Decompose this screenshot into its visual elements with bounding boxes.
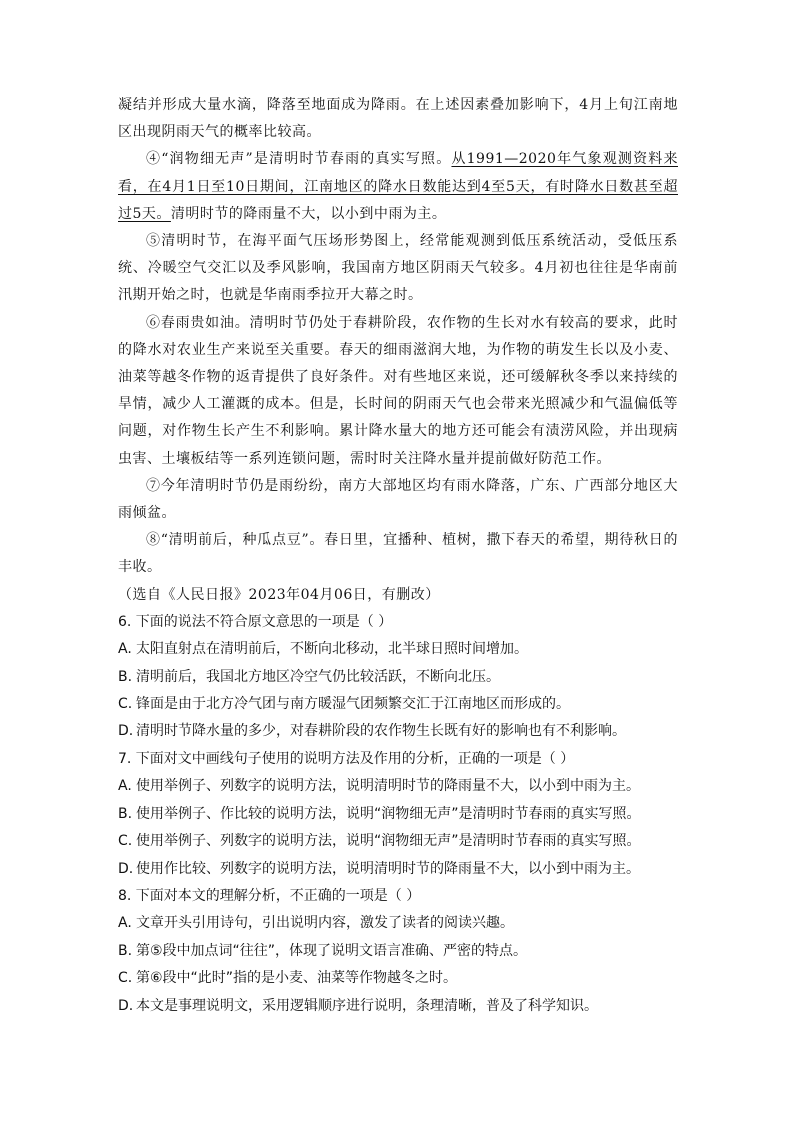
option-text: 本文是事理说明文，采用逻辑顺序进行说明，条理清晰，普及了科学知识。 [136,997,598,1014]
question-stem: 7. 下面对文中画线句子使用的说明方法及作用的分析，正确的一项是（ ） [118,750,575,767]
option-d[interactable] [118,718,678,745]
paragraph-5: ⑤清明时节，在海平面气压场形势图上，经常能观测到低压系统活动，受低压系统、冷暖空气交汇以及季风影响，我国南方地区阴雨天气较多。4月初也往往是华南前汛期开始之时，也就是华南雨季拉开大幕之时。 [118,233,678,304]
paragraph-4 [118,146,678,228]
option-letter: A. [118,778,132,795]
option-text: 使用举例子、列数字的说明方法，说明“润物细无声”是清明时节春雨的真实写照。 [136,833,641,850]
option-text: 锋面是由于北方冷气团与南方暖湿气团频繁交汇于江南地区而形成的。 [136,696,570,713]
option-letter: C. [118,696,133,713]
option-d[interactable] [118,856,678,883]
option-text: 使用举例子、列数字的说明方法，说明清明时节的降雨量不大，以小到中雨为主。 [136,778,640,795]
source-citation: （选自《人民日报》2023年04月06日，有删改） [118,586,440,603]
document-page [118,92,678,1020]
option-a[interactable] [118,636,678,663]
option-text: 第⑥段中“此时”指的是小麦、油菜等作物越冬之时。 [136,970,458,987]
option-letter: C. [118,970,133,987]
question-8 [118,883,678,1020]
option-c[interactable] [118,691,678,718]
paragraph-6: ⑥春雨贵如油。清明时节仍处于春耕阶段，农作物的生长对水有较高的要求，此时的降水对农业生产来说至关重要。春天的细雨滋润大地，为作物的萌发生长以及小麦、油菜等越冬作物的返青提供了良好条件。对有些地区来说，还可缓解秋冬季以来持续的旱情，减少人工灌溉的成本。但是，长时间的阴雨天气也会带来光照减少和气温偏低等问题，对作物生长产生不利影响。累计降水量大的地方还可能会有渍涝风险，并出现病虫害、土壤板结等一系列连锁问题，需时时关注降水量并提前做好防范工作。 [118,314,678,467]
option-letter: A. [118,641,132,658]
option-letter: D. [118,997,134,1014]
paragraph-4-lead: ④“润物细无声”是清明时节春雨的真实写照。 [146,151,452,168]
option-b[interactable] [118,938,678,965]
option-letter: B. [118,942,133,959]
question-6 [118,609,678,746]
option-b[interactable] [118,664,678,691]
option-b[interactable] [118,801,678,828]
option-text: 第⑤段中加点词“往往”，体现了说明文语言准确、严密的特点。 [136,942,528,959]
option-text: 太阳直射点在清明前后，不断向北移动，北半球日照时间增加。 [136,641,528,658]
option-letter: A. [118,915,132,932]
option-c[interactable] [118,965,678,992]
option-text: 清明时节降水量的多少，对春耕阶段的农作物生长既有好的影响也有不利影响。 [136,723,626,740]
paragraph-continued: 凝结并形成大量水滴，降落至地面成为降雨。在上述因素叠加影响下，4月上旬江南地区出现阴雨天气的概率比较高。 [118,97,678,141]
question-stem: 8. 下面对本文的理解分析，不正确的一项是（ ） [118,887,421,904]
option-letter: B. [118,805,133,822]
option-d[interactable] [118,993,678,1020]
question-stem: 6. 下面的说法不符合原文意思的一项是（ ） [118,613,393,630]
underlined-sentence: 从1991—2020年气象观测资料来看，在4月1日至10日期间，江南地区的降水日数能达到4至5天，有时降水日数甚至超过5天。 [118,151,678,222]
option-letter: D. [118,860,134,877]
paragraph-7: ⑦今年清明时节仍是雨纷纷，南方大部地区均有雨水降落，广东、广西部分地区大雨倾盆。 [118,477,678,522]
option-letter: C. [118,833,133,850]
option-a[interactable] [118,910,678,937]
option-text: 清明前后，我国北方地区冷空气仍比较活跃，不断向北压。 [136,668,500,685]
paragraph-4-tail: 清明时节的降雨量不大，以小到中雨为主。 [170,205,447,222]
option-text: 文章开头引用诗句，引出说明内容，激发了读者的阅读兴趣。 [136,915,514,932]
option-a[interactable] [118,773,678,800]
question-7 [118,746,678,883]
option-text: 使用举例子、作比较的说明方法，说明“润物细无声”是清明时节春雨的真实写照。 [136,805,641,822]
paragraph-8: ⑧“清明前后，种瓜点豆”。春日里，宜播种、植树，撒下春天的希望，期待秋日的丰收。 [118,532,678,576]
option-text: 使用作比较、列数字的说明方法，说明清明时节的降雨量不大，以小到中雨为主。 [136,860,640,877]
option-letter: B. [118,668,133,685]
option-c[interactable] [118,828,678,855]
question-list [118,609,678,1020]
article-passage [118,92,678,609]
option-letter: D. [118,723,134,740]
